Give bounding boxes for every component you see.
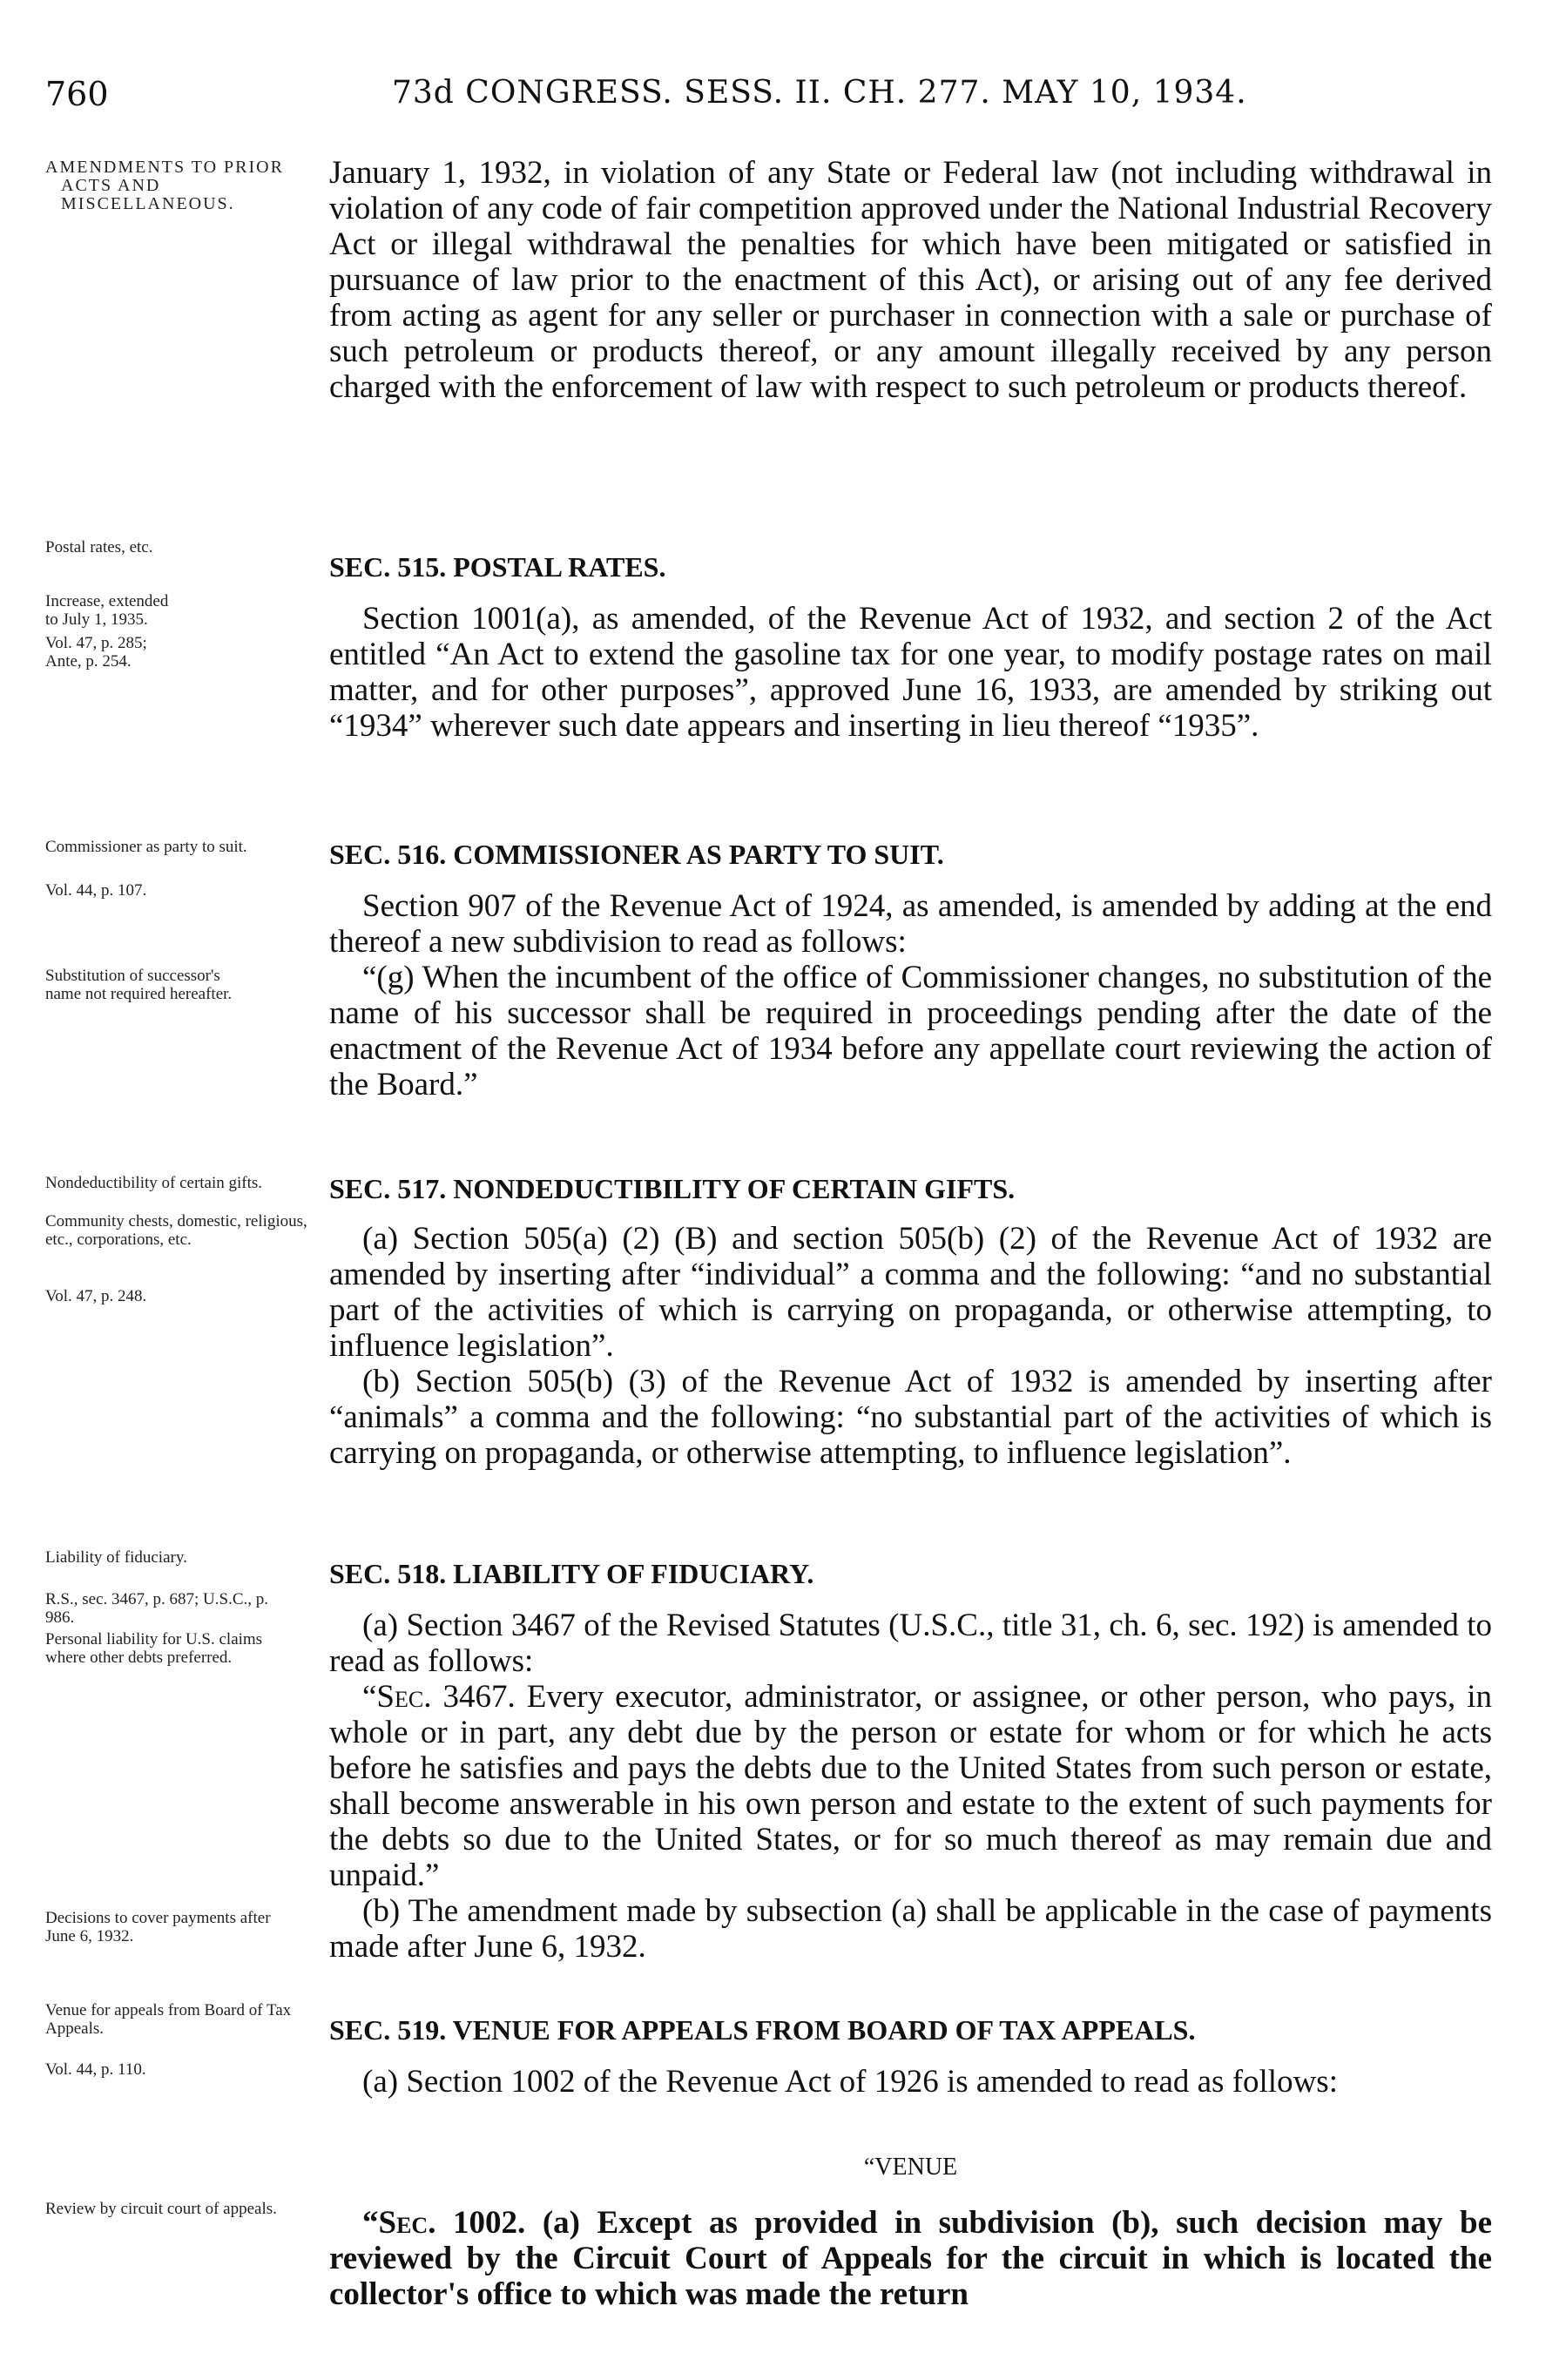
sec-515-heading: SEC. 515. POSTAL RATES. [329, 551, 666, 583]
sec-519-text: (a) Section 1002 of the Revenue Act of 1926 is amended to read as follows: [362, 2064, 1338, 2100]
margin-note-rs3467: R.S., sec. 3467, p. 687; U.S.C., p. 986. [45, 1590, 268, 1627]
margin-note-decisions: Decisions to cover payments after June 6, 1932. [45, 1909, 271, 1945]
margin-note-vol44-107: Vol. 44, p. 107. [45, 881, 147, 900]
sec-518-quote: 3467. Every executor, administrator, or assignee, or other person, who pays, in whole or in part, any debt due by the person or estate for whom or for which he acts before he satisfies and pays the debts due to the United States from such person or estate, shall become answerable in his own person and estate to the extent of such payments for the debts so due to the United States, or for so much thereof as may remain due and unpaid.” [329, 1679, 1492, 1893]
running-title: 73d CONGRESS. SESS. II. CH. 277. MAY 10, 1934. [392, 75, 1247, 111]
sec-519-heading: SEC. 519. VENUE FOR APPEALS FROM BOARD OF TAX APPEALS. [329, 2014, 1196, 2046]
margin-note-liability: Liability of fiduciary. [45, 1548, 187, 1567]
margin-note-community: Community chests, domestic, religious, etc., corporations, etc. [45, 1212, 307, 1249]
margin-note-nondeductibility: Nondeductibility of certain gifts. [45, 1174, 263, 1192]
margin-note-increase: Increase, extended to July 1, 1935. [45, 592, 169, 629]
sec-1002-text [329, 2205, 1492, 2312]
sec-518-quote-lead: “Sec. [362, 1679, 432, 1715]
sec-517-text: (a) Section 505(a) (2) (B) and section 505(b) (2) of the Revenue Act of 1932 are amended by inserting after “individual” a comma and the following: “and no substantial part of the activities of which is carrying on propaganda, or otherwise attempting, to influence legislation”. (b) Section 505(b) (3) of the Revenue Act of 1932 is amended by inserting after “animals” a comma and the following: “no substantial part of the activities of which is carrying on propaganda, or otherwise attempting, to influence legislation”. [329, 1221, 1492, 1471]
intro-paragraph: January 1, 1932, in violation of any State or Federal law (not including withdrawal in violation of any code of fair competition approved under the National Industrial Recovery Act or illegal withdrawal the penalties for which have been mitigated or satisfied in pursuance of law prior to the enactment of this Act), or arising out of any fee derived from acting as agent for any seller or purchaser in connection with a sale or purchase of such petroleum or products thereof, or any amount illegally received by any person charged with the enforcement of law with respect to such petroleum or products thereof. [329, 155, 1492, 405]
margin-note-substitution: Substitution of successor's name not required hereafter. [45, 967, 233, 1003]
sec-517-heading: SEC. 517. NONDEDUCTIBILITY OF CERTAIN GIFTS. [329, 1173, 1016, 1204]
margin-note-commissioner: Commissioner as party to suit. [45, 838, 247, 856]
sec-516-text: Section 907 of the Revenue Act of 1924, as amended, is amended by adding at the end thereof a new subdivision to read as follows: “(g) When the incumbent of the office of Commissioner changes, no substitution of the name of his successor shall be required in proceedings pending after the date of the enactment of the Revenue Act of 1934 before any appellate court reviewing the action of the Board.” [329, 888, 1492, 1102]
margin-note-vol47-285: Vol. 47, p. 285; Ante, p. 254. [45, 634, 147, 671]
sec-1002-body: 1002. (a) Except as provided in subdivision (b), such decision may be reviewed by the Circuit Court of Appeals for the circuit in which is located the collector's office to which was made the return [329, 2205, 1493, 2312]
margin-note-personal: Personal liability for U.S. claims where other debts preferred. [45, 1630, 263, 1667]
margin-note-venue: Venue for appeals from Board of Tax Appeals. [45, 2001, 292, 2038]
page-header [45, 75, 1521, 118]
margin-note-postal-rates: Postal rates, etc. [45, 538, 153, 556]
sec-1002-lead: “Sec. [362, 2205, 436, 2241]
margin-note-amendments: AMENDMENTS TO PRIOR ACTS AND MISCELLANEOUS. [45, 158, 284, 213]
sec-518-text: (a) Section 3467 of the Revised Statutes (U.S.C., title 31, ch. 6, sec. 192) is amended to read as follows: “Sec. 3467. Every executor, administrator, or assignee, or other person, who pays, in whole or in part, any debt due by the person or estate for whom or for which he acts before he satisfies and pays the debts due to the United States from such person or estate, shall become answerable in his own person and estate to the extent of such payments for the debts so due to the United States, or for so much thereof as may remain due and unpaid.” (b) The amendment made by subsection (a) shall be applicable in the case of payments made after June 6, 1932. [329, 1608, 1492, 1965]
page-number: 760 [45, 75, 109, 113]
margin-note-review: Review by circuit court of appeals. [45, 2200, 277, 2218]
sec-515-text: Section 1001(a), as amended, of the Revenue Act of 1932, and section 2 of the Act entitled “An Act to extend the gasoline tax for one year, to modify postage rates on mail matter, and for other purposes”, approved June 16, 1933, are amended by striking out “1934” wherever such date appears and inserting in lieu thereof “1935”. [329, 601, 1492, 744]
venue-heading: “VENUE [863, 2154, 958, 2181]
margin-note-vol47-248: Vol. 47, p. 248. [45, 1287, 147, 1305]
sec-518-heading: SEC. 518. LIABILITY OF FIDUCIARY. [329, 1558, 814, 1589]
sec-516-heading: SEC. 516. COMMISSIONER AS PARTY TO SUIT. [329, 839, 944, 870]
margin-note-vol44-110: Vol. 44, p. 110. [45, 2060, 146, 2079]
